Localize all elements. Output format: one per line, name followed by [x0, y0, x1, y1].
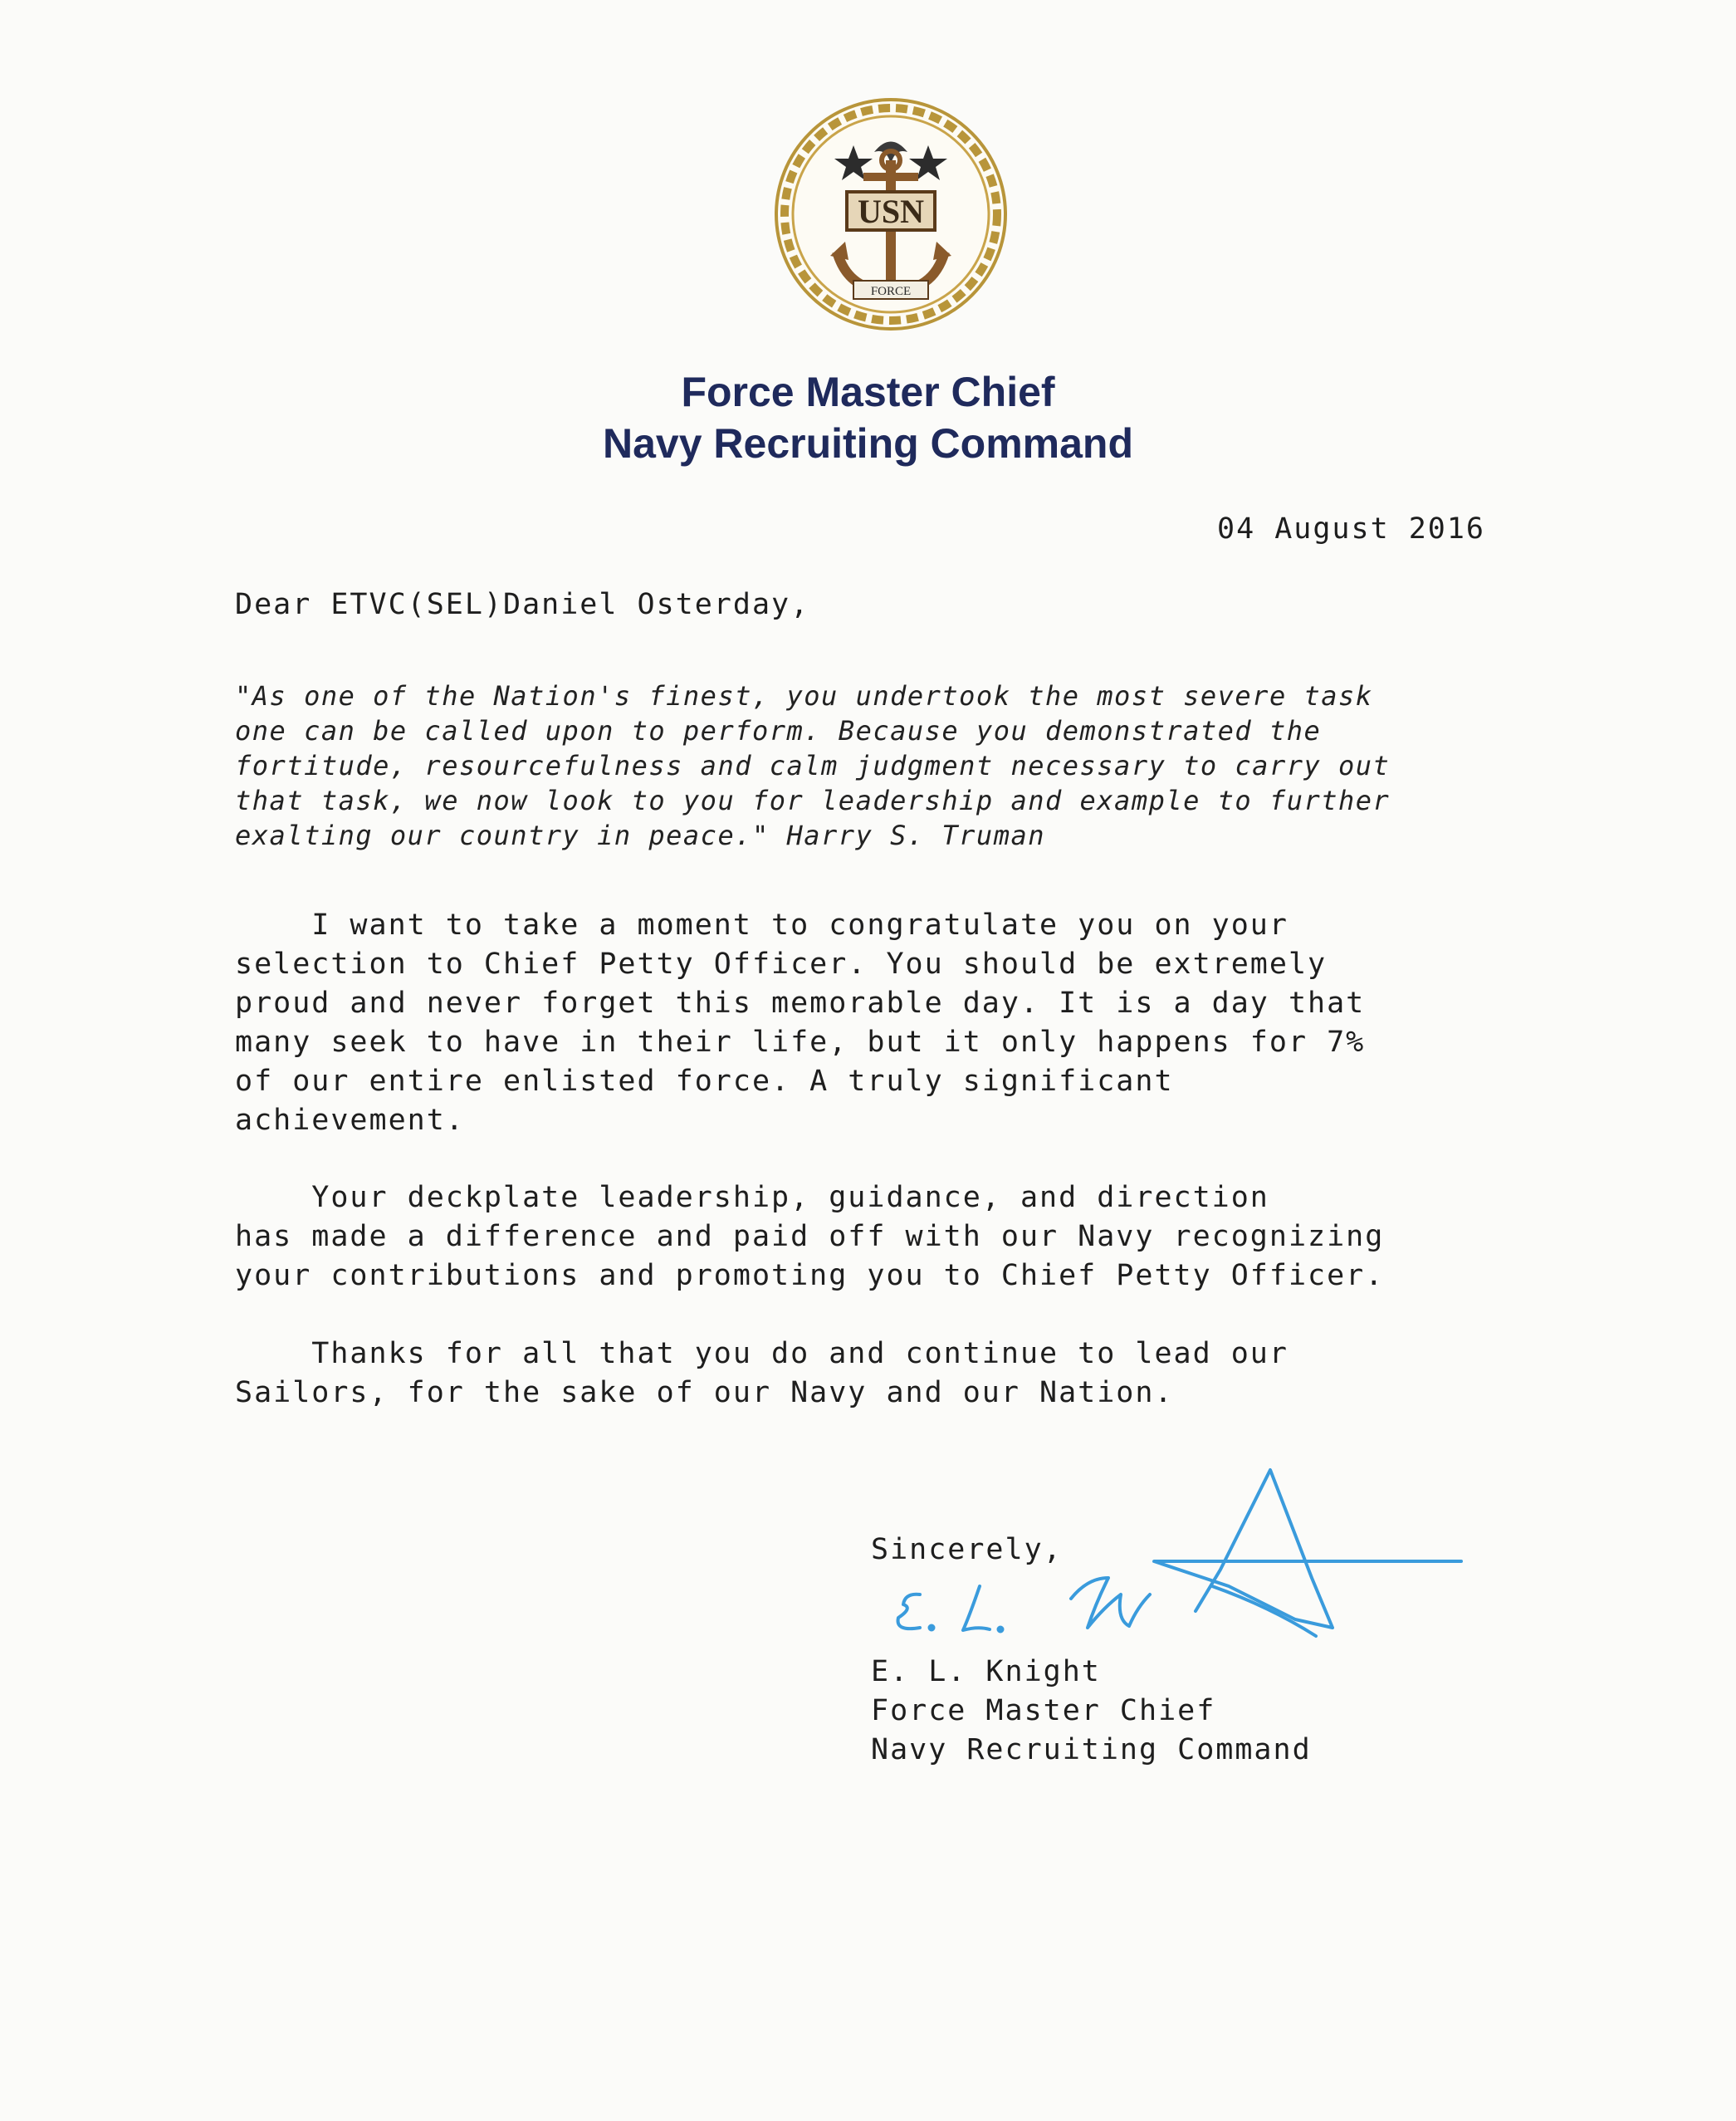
truman-quote	[235, 678, 1513, 853]
body-paragraph-1	[235, 906, 1530, 1140]
quote-line: one can be called upon to perform. Because you demonstrated the	[235, 715, 1322, 747]
closing: Sincerely,	[871, 1533, 1063, 1566]
quote-line: exalting our country in peace." Harry S. Truman	[235, 820, 1045, 851]
paragraph-line: achievement.	[235, 1104, 465, 1137]
navy-seal-icon	[770, 94, 1011, 335]
paragraph-line: selection to Chief Petty Officer. You should be extremely	[235, 948, 1328, 981]
letter-date: 04 August 2016	[1217, 512, 1486, 546]
quote-line: "As one of the Nation's finest, you undertook the most severe task	[235, 680, 1373, 712]
paragraph-line: has made a difference and paid off with our Navy recognizing	[235, 1220, 1385, 1253]
signer-organization: Navy Recruiting Command	[871, 1733, 1312, 1766]
greeting: Dear ETVC(SEL)Daniel Osterday,	[235, 588, 810, 621]
body-paragraph-2	[235, 1178, 1530, 1296]
svg-text:USN: USN	[857, 193, 925, 230]
paragraph-line: many seek to have in their life, but it only happens for 7%	[235, 1026, 1366, 1059]
signature-block	[871, 1653, 1312, 1770]
svg-text:FORCE: FORCE	[870, 285, 912, 298]
paragraph-line: of our entire enlisted force. A truly significant	[235, 1065, 1174, 1098]
signer-title: Force Master Chief	[871, 1694, 1216, 1727]
letterhead-title: Force Master Chief	[681, 369, 1055, 415]
paragraph-line: your contributions and promoting you to Chief Petty Officer.	[235, 1259, 1385, 1292]
paragraph-line: proud and never forget this memorable day. It is a day that	[235, 987, 1366, 1020]
paragraph-line: Sailors, for the sake of our Navy and our Nation.	[235, 1376, 1174, 1409]
body-paragraph-3	[235, 1335, 1530, 1413]
letterhead-organization: Navy Recruiting Command	[602, 420, 1133, 467]
quote-line: fortitude, resourcefulness and calm judgment necessary to carry out	[235, 750, 1391, 781]
quote-line: that task, we now look to you for leadership and example to further	[235, 785, 1391, 816]
paragraph-line: Your deckplate leadership, guidance, and direction	[235, 1181, 1269, 1214]
paragraph-line: I want to take a moment to congratulate you on your	[235, 909, 1289, 942]
paragraph-line: Thanks for all that you do and continue to lead our	[235, 1337, 1289, 1370]
signer-name: E. L. Knight	[871, 1655, 1101, 1688]
